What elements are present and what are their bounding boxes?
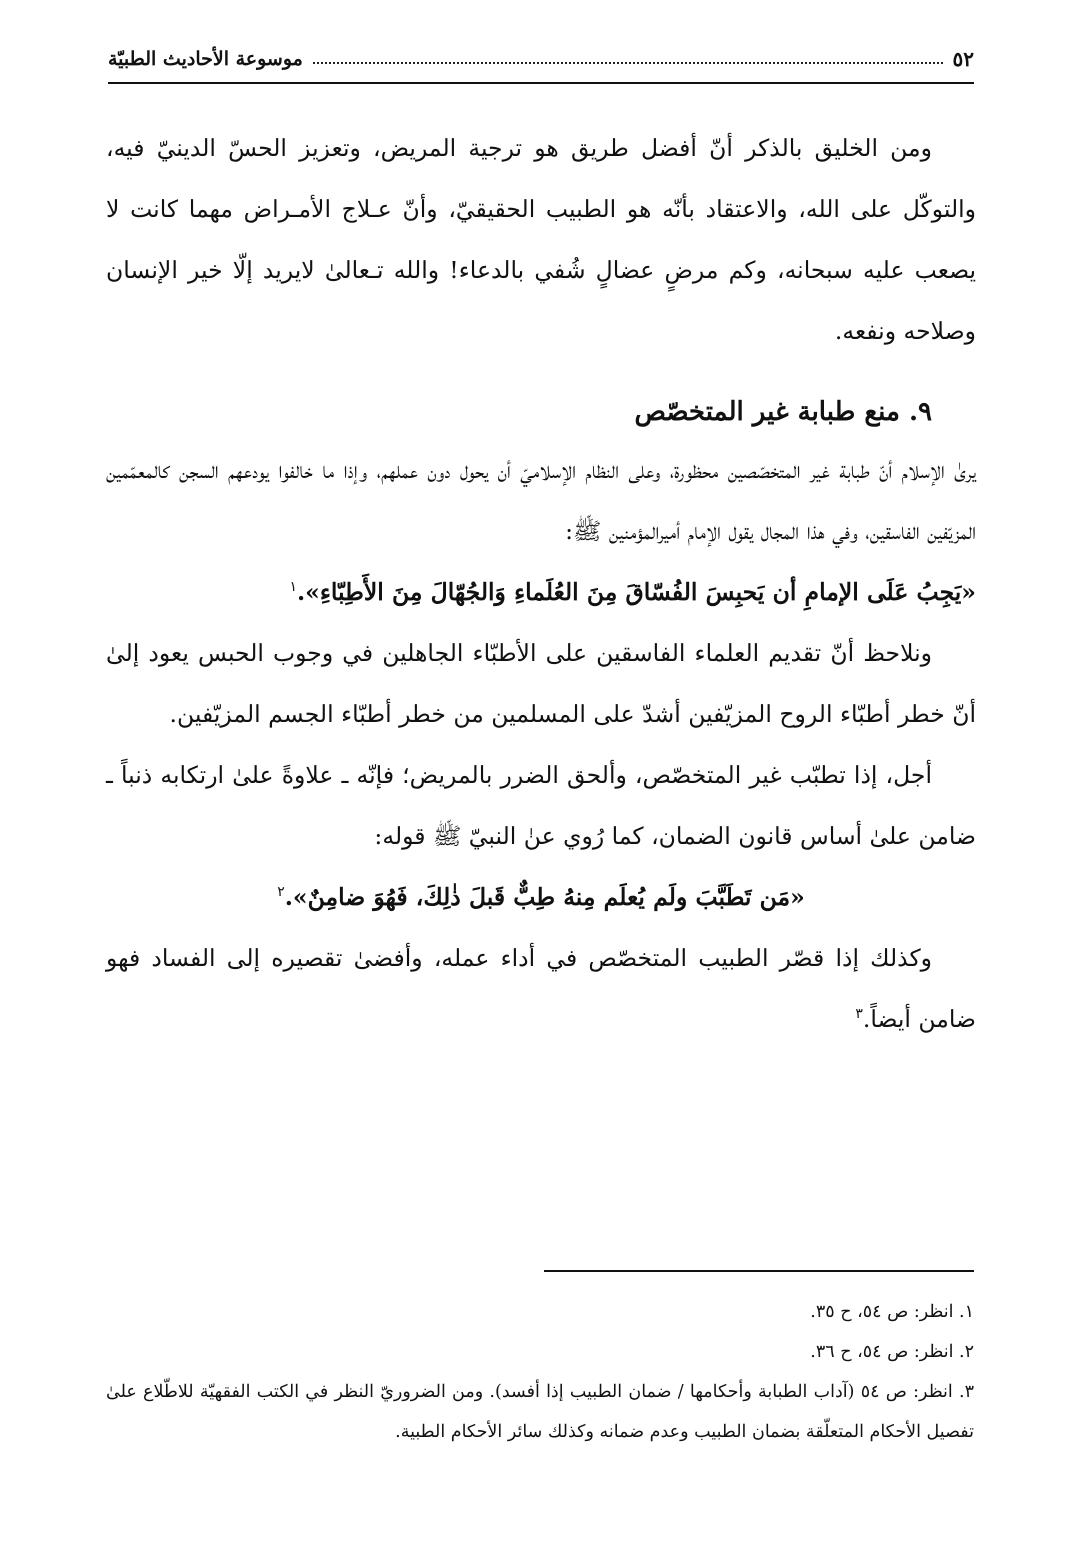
footnote-ref-3: ٣ [855,1006,863,1023]
footnotes [106,1292,974,1452]
footnote-rule [544,1270,974,1272]
section-heading: ٩. منع طبابة غير المتخصّص [634,397,932,427]
paragraph-3: ونلاحظ أنّ تقديم العلماء الفاسقين على الأطبّاء الجاهلين في وجوب الحبس يعود إلىٰ أنّ خطر أطبّاء الروح المزيّفين أشدّ على المسلمين من خطر أطبّاء الجسم المزيّفين. [106,639,976,728]
footnote-ref-2: ٢ [277,884,285,901]
paragraph-4: أجل، إذا تطبّب غير المتخصّص، وألحق الضرر بالمريض؛ فإنّه ـ علاوةً علىٰ ارتكابه ذنباً ـ ضامن علىٰ أساس قانون الضمان، كما رُوي عنٰ النبيّ ﷺ قوله: [106,761,976,850]
spacer [106,362,976,384]
dotted-leader [313,62,943,64]
footnote-3: ٣. انظر: ص ٥٤ (آداب الطبابة وأحكامها / ضمان الطبيب إذا أفسد). ومن الضروريّ النظر في الكتب الفقهيّة للاطّلاع علىٰ تفصيل الأحكام المتعلّقة بضمان الطبيب وعدم ضمانه وكذلك سائر الأحكام الطبية. [106,1382,974,1442]
paragraph-2: يرىٰ الإسلام أنّ طبابة غير المتخصّصين محظورة، وعلى النظام الإسلاميّ أن يحول دون عملهم، وإذا ما خالفوا يودعهم السجن كالمعمّمين المزيّفين الفاسقين، وفي هذا المجال يقول الإمام أميرالمؤمنين ﷺ: [106,456,976,545]
quote-1 [106,562,976,623]
footnote-2: ٢. انظر: ص ٥٤، ح ٣٦. [810,1342,974,1362]
quote-2 [106,867,976,928]
main-text [106,118,976,1050]
footnote-1: ١. انظر: ص ٥٤، ح ٣٥. [810,1302,974,1322]
book-title: موسوعة الأحاديث الطبيّة [108,48,303,70]
quote-1-text: «يَجِبُ عَلَى الإمامِ أن يَحبِسَ الفُسّاقَ مِنَ العُلَماءِ وَالجُهّالَ مِنَ الأَطِبّاءِ». [296,578,976,606]
page-number: ٥٢ [952,47,974,71]
quote-2-text: «مَن تَطَبَّبَ ولَم يُعلَم مِنهُ طِبٌّ قَبلَ ذٰلِكَ، فَهُوَ ضامِنٌ». [284,883,805,911]
paragraph-5 [106,928,976,1050]
paragraph-1: ومن الخليق بالذكر أنّ أفضل طريق هو ترجية المريض، وتعزيز الحسّ الدينيّ فيه، والتوكّل على الله، والاعتقاد بأنّه هو الطبيب الحقيقيّ، وأنّ عـلاج الأمـراض مهما كانت لا يصعب عليه سبحانه، وكم مرضٍ عضالٍ شُفي بالدعاء! والله تـعالىٰ لايريد إلّا خير الإنسان وصلاحه ونفعه. [106,134,976,345]
paragraph-5-text: وكذلك إذا قصّر الطبيب المتخصّص في أداء عمله، وأفضىٰ تقصيره إلى الفساد فهو ضامن أيضاً. [106,944,976,1033]
footnote-ref-1: ١ [289,579,297,596]
running-header [108,42,974,76]
header-rule [108,82,974,84]
